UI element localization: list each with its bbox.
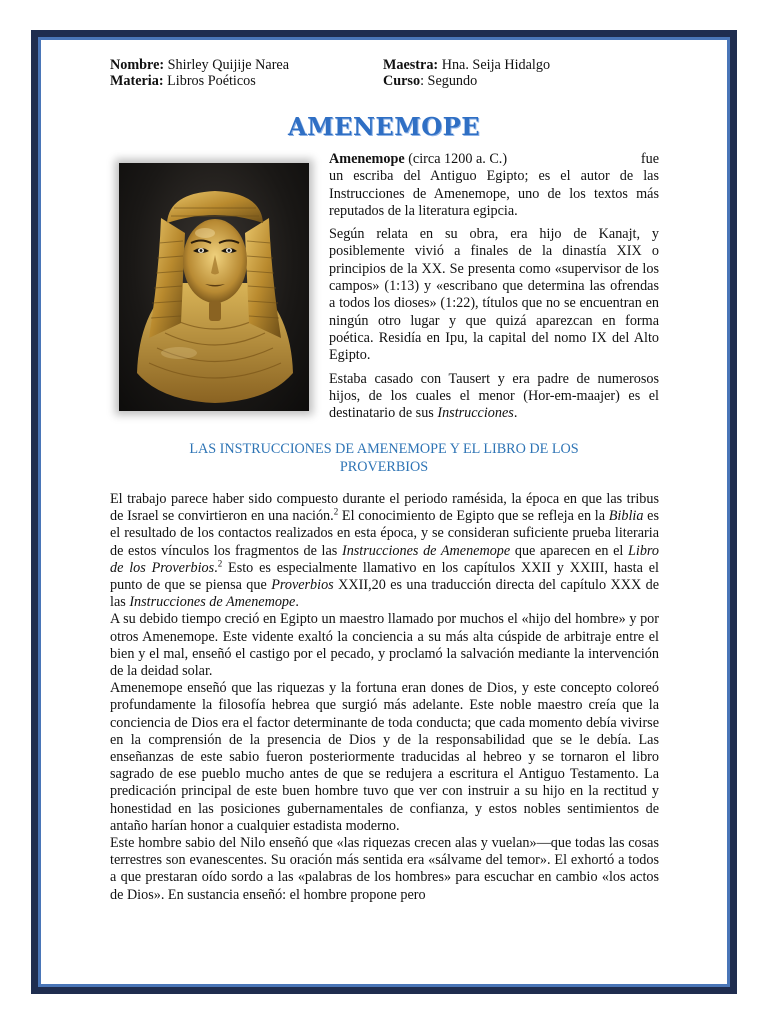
maestra-row (383, 58, 550, 74)
nombre-row (110, 58, 289, 74)
p1-text-c: es el resultado de los contactos realizados en esta época, y se consideran suficiente prueba literaria de estos vínculos los fragmentos de las (110, 508, 659, 559)
footnote-ref-2[interactable]: 2 (217, 558, 223, 569)
page-title: AMENEMOPE (287, 112, 481, 141)
materia-label: Materia: (110, 72, 164, 89)
subtitle-line-2: PROVERBIOS (339, 459, 429, 475)
intro-paragraph-2: Según relata en su obra, era hijo de Kanajt, y posiblemente vivió a finales de la dinastía XIX o principios de la XX. Se presenta como «supervisor de los campos» (1:13) y «escribano que determina las ofrendas a todos los dioses» (1:22), títulos que no se encuentran en ningún otro lugar y que quizá aparezcan en forma poética. Residía en Ipu, la capital del nomo IX del Alto Egipto. (329, 226, 659, 364)
intro-name-bold: Amenemope (329, 151, 405, 167)
p1-libro-proverbios: Libro de los Proverbios (110, 542, 659, 576)
p1-biblia: Biblia (608, 508, 644, 525)
intro-date: (circa 1200 a. C.) (404, 151, 508, 167)
nombre-value: Shirley Quijije Narea (164, 57, 290, 73)
intro-paragraph-3 (329, 371, 659, 423)
curso-value: : Segundo (420, 72, 478, 89)
golden-mask-illustration (119, 163, 309, 411)
p1-text-b: El conocimiento de Egipto que se refleja en la (338, 508, 609, 525)
p1-instrucciones-2: Instrucciones de Amenemope (129, 594, 296, 611)
p1-proverbios: Proverbios (271, 577, 334, 594)
intro-p3-text: Estaba casado con Tausert y era padre de numerosos hijos, de los cuales el menor (Hor-em-maajer) es el destinatario de sus (329, 370, 659, 422)
header-right-column (383, 58, 550, 89)
intro-p1-rest: un escriba del Antiguo Egipto; es el autor de las Instrucciones de Amenemope, uno de los textos más reputados de la literatura egipcia. (329, 168, 659, 219)
golden-mask-photo (119, 163, 309, 411)
body-paragraph-2: A su debido tiempo creció en Egipto un maestro llamado por muchos el «hijo del hombre» y por otros Amenemope. Este vidente exaltó la conciencia a su más alta cúspide de arbitraje entre el bien y el mal, enseñó el castigo por el pecado, y proclamó la salvación mediante la intervención de la deidad solar. (110, 611, 659, 680)
intro-fue: fue (640, 151, 659, 167)
body-text (110, 491, 659, 904)
nombre-label: Nombre: (110, 57, 165, 73)
materia-row (110, 74, 289, 90)
body-paragraph-1 (110, 491, 659, 611)
p1-text-e: . (214, 559, 218, 576)
p1-text-g: XXII,20 es una traducción directa del capítulo XXX de las (110, 577, 659, 611)
header-left-column (110, 58, 289, 89)
section-subtitle (120, 440, 648, 476)
intro-p3-end: . (513, 405, 518, 422)
body-paragraph-4: Este hombre sabio del Nilo enseñó que «las riquezas crecen alas y vuelan»—que todas las cosas terrestres son evanescentes. Su oración más sentida era «sálvame del temor». El exhortó a todos a que prestaran oído sordo a las «palabras de los hombres» para escuchar en cambio «los actos de Dios». En sustancia enseñó: el hombre propone pero (110, 835, 659, 903)
p1-text-a: El trabajo parece haber sido compuesto durante el periodo ramésida, la época en que las tribus de Israel se convirtieron en una nación. (110, 491, 659, 525)
intro-p3-italic: Instrucciones (437, 405, 514, 422)
p1-text-h: . (295, 594, 299, 611)
p1-text-f: Esto es especialmente llamativo en los capítulos XXII y XXIII, hasta el punto de que se piensa que (110, 559, 659, 594)
subtitle-line-1: LAS INSTRUCCIONES DE AMENEMOPE Y EL LIBRO DE LOS (189, 441, 579, 457)
materia-value: Libros Poéticos (163, 72, 256, 89)
maestra-label: Maestra: (383, 57, 439, 73)
curso-row (383, 74, 550, 90)
intro-text (329, 151, 659, 428)
p1-text-d: que aparecen en el (510, 542, 628, 559)
intro-paragraph-1 (329, 151, 659, 220)
body-paragraph-3: Amenemope enseñó que las riquezas y la fortuna eran dones de Dios, y este concepto coloreó profundamente la filosofía hebrea que surgió más adelante. Este noble maestro creía que la conciencia de Dios era el factor determinante de toda conducta; que cada momento debía vivirse en la comprensión de la presencia de Dios y de la responsabilidad que se le debía. Las enseñanzas de este sabio fueron posteriormente traducidas al hebreo y se tornaron el libro sagrado de ese pueblo mucho antes de que se redujera a escritura el Antiguo Testamento. La predicación principal de este buen hombre tuvo que ver con instruir a su hijo en la rectitud y honestidad en las posiciones gubernamentales de confianza, y estos nobles sentimientos de antaño harían honor a cualquier estadista moderno. (110, 680, 659, 834)
p1-instrucciones: Instrucciones de Amenemope (341, 542, 511, 559)
maestra-value: Hna. Seija Hidalgo (438, 57, 551, 73)
footnote-ref-1[interactable]: 2 (333, 506, 339, 517)
curso-label: Curso (383, 72, 421, 89)
